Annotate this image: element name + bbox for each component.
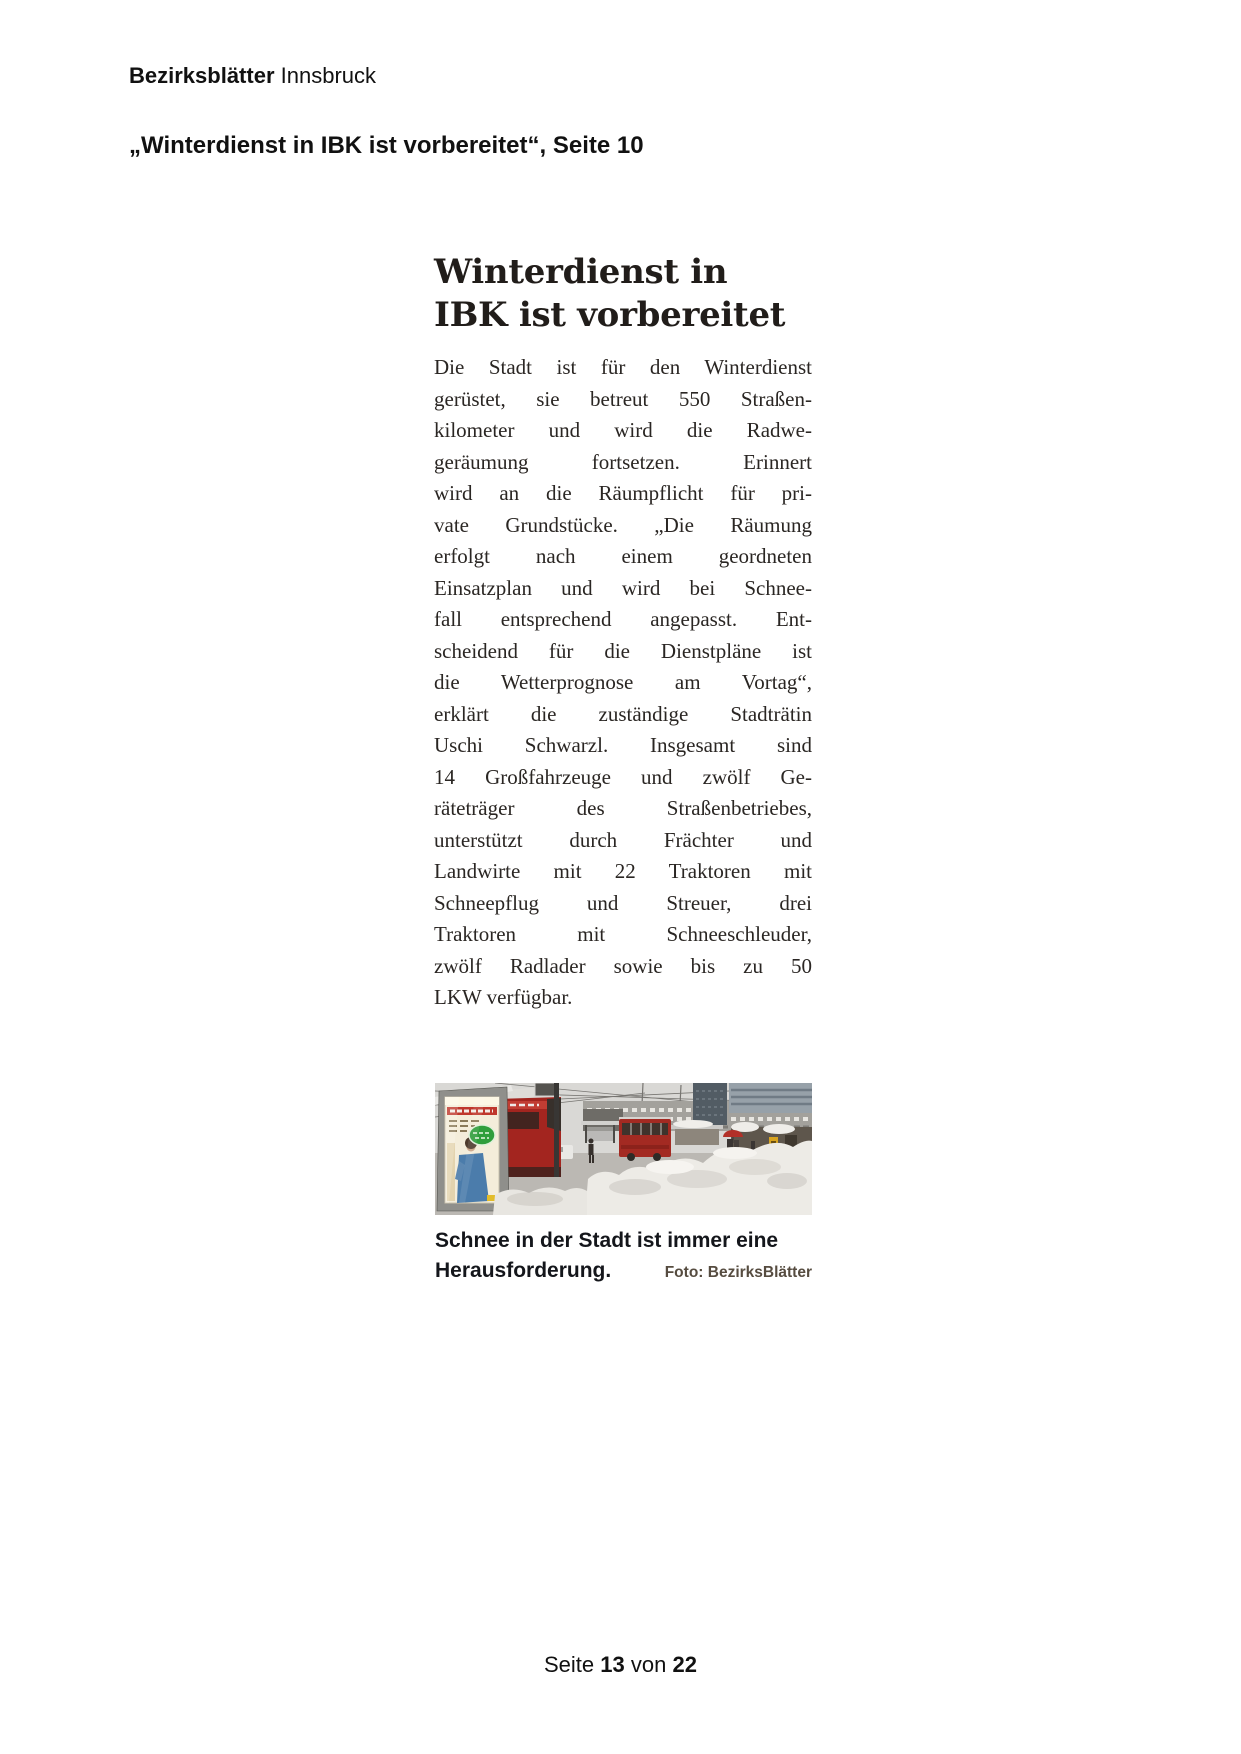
body-line: Die Stadt ist für den Winterdienst [434, 355, 812, 379]
photo-credit: Foto: BezirksBlätter [664, 1264, 812, 1281]
body-line: 14 Großfahrzeuge und zwölf Ge- [434, 764, 812, 789]
bus-shelter-middle [581, 1121, 619, 1143]
reference-title: „Winterdienst in IBK ist vorbereitet“, Seite 10 [129, 132, 644, 159]
body-line: LKW verfügbar. [434, 985, 573, 1009]
body-line: scheidend für die Dienstpläne ist [434, 638, 812, 663]
article-body [434, 352, 812, 1014]
body-line: erklärt die zuständige Stadträtin [434, 701, 812, 726]
body-line: die Wetterprognose am Vortag“, [434, 670, 812, 694]
article-photo [435, 1083, 812, 1215]
body-line: fall entsprechend angepasst. Ent- [434, 607, 812, 631]
body-line: geräumung fortsetzen. Erinnert [434, 449, 812, 474]
body-line: kilometer und wird die Radwe- [434, 418, 812, 442]
article-headline [434, 251, 814, 337]
footer-page-number: 13 [600, 1652, 625, 1677]
headline-line-1: Winterdienst in [434, 252, 728, 292]
publication-name: Bezirksblätter [129, 63, 275, 88]
caption-line-2-row [435, 1256, 812, 1288]
document-header [129, 63, 376, 89]
body-line: Uschi Schwarzl. Insgesamt sind [434, 733, 812, 757]
red-bus [619, 1117, 671, 1161]
office-tower [693, 1083, 727, 1125]
footer-label-page: Seite [544, 1652, 595, 1677]
body-line: wird an die Räumpflicht für pri- [434, 481, 812, 505]
body-line: Einsatzplan und wird bei Schnee- [434, 575, 812, 600]
caption-line-2: Herausforderung. [435, 1259, 612, 1282]
photo-caption [435, 1226, 812, 1288]
body-line: unterstützt durch Frächter und [434, 827, 812, 852]
body-line: gerüstet, sie betreut 550 Straßen- [434, 386, 812, 411]
caption-line-1: Schnee in der Stadt ist immer eine [435, 1229, 779, 1252]
headline-line-2: IBK ist vorbereitet [434, 295, 786, 335]
body-line: vate Grundstücke. „Die Räumung [434, 512, 812, 537]
body-line: erfolgt nach einem geordneten [434, 544, 812, 568]
footer-label-of: von [630, 1652, 667, 1677]
body-line: räteträger des Straßenbetriebes, [434, 796, 812, 820]
body-line: zwölf Radlader sowie bis zu 50 [434, 953, 812, 978]
footer-page-total: 22 [672, 1652, 697, 1677]
snow-street-scene [435, 1083, 812, 1215]
body-line: Schneepflug und Streuer, drei [434, 890, 812, 915]
body-line: Landwirte mit 22 Traktoren mit [434, 859, 812, 883]
publication-edition: Innsbruck [280, 63, 377, 88]
page-footer [0, 1652, 1241, 1678]
body-line: Traktoren mit Schneeschleuder, [434, 922, 812, 946]
